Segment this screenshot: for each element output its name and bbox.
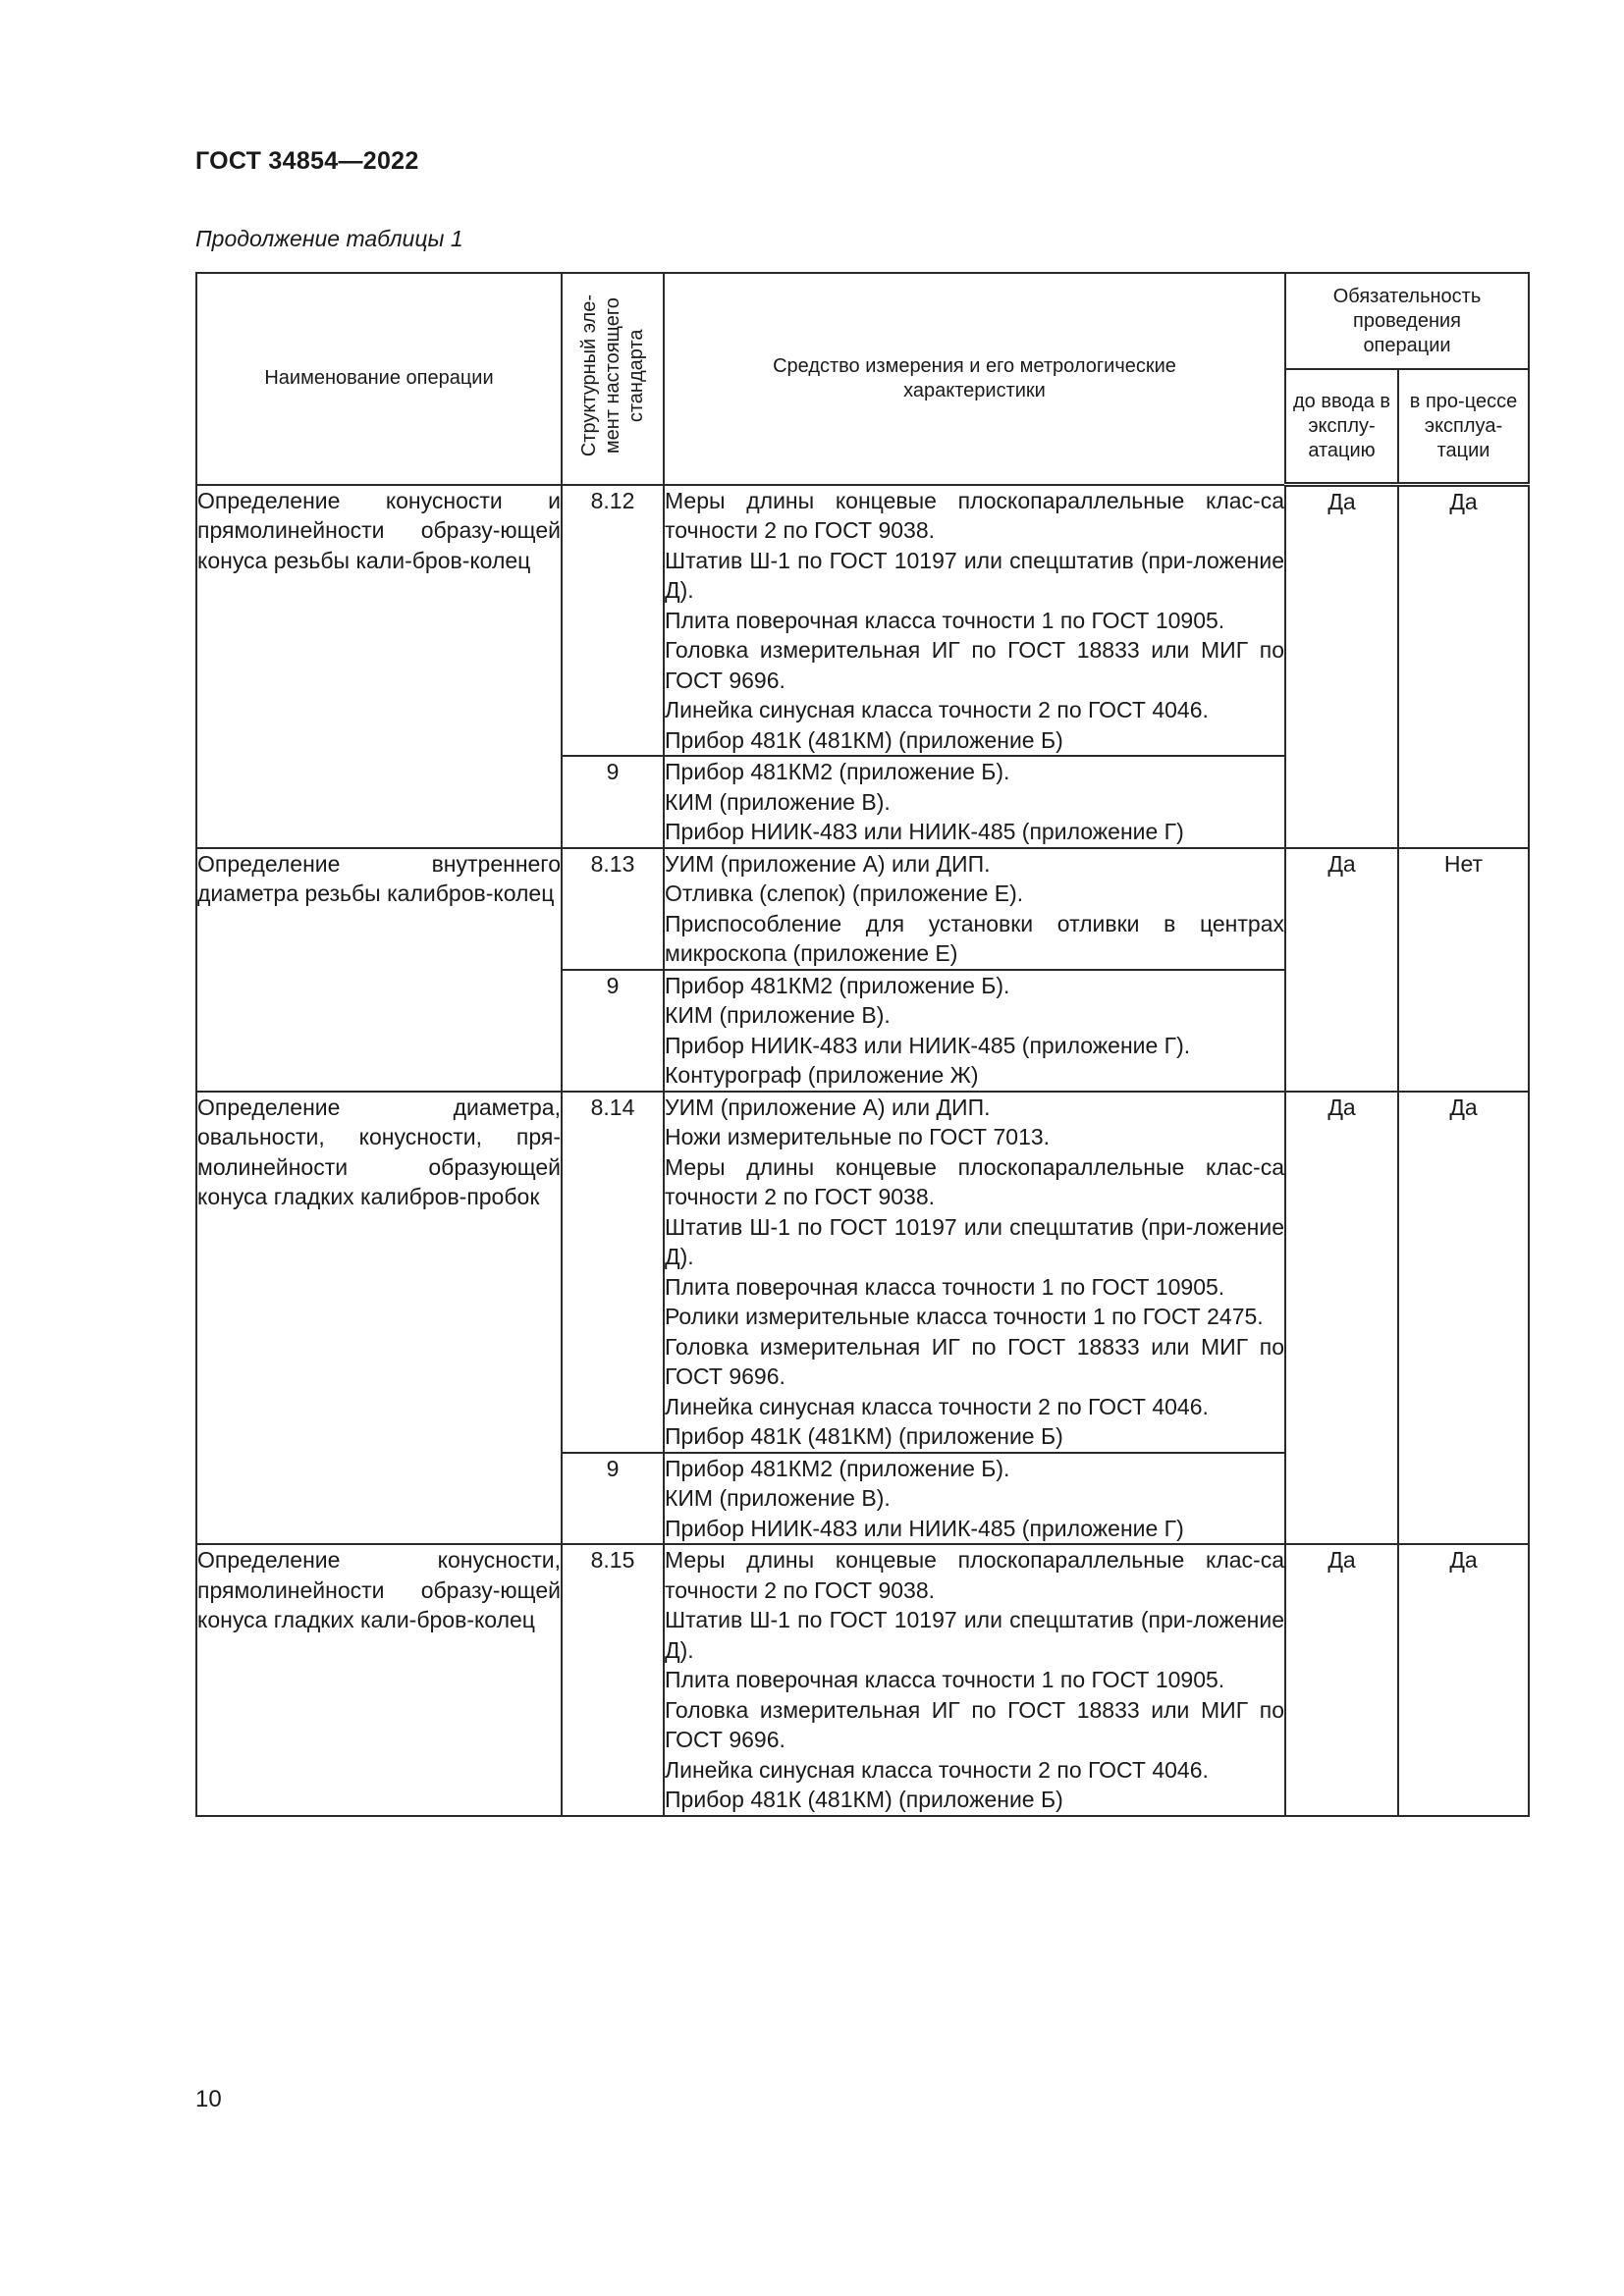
clause-number: 8.14 [562, 1092, 664, 1453]
document-code: ГОСТ 34854—2022 [195, 147, 419, 175]
means-line: Линейка синусная класса точности 2 по ГОСТ 4046. [665, 1393, 1209, 1419]
means-line: Штатив Ш-1 по ГОСТ 10197 или спецштатив (при-ложение Д). [665, 1213, 1284, 1269]
measurement-means [664, 756, 1285, 848]
operations-table [195, 272, 1530, 1817]
header-clause-line2: мент настоящего [602, 296, 623, 454]
header-means: Средство измерения и его метрологические характеристики [664, 273, 1285, 485]
measurement-means [664, 1544, 1285, 1816]
means-line: УИМ (приложение А) или ДИП. [665, 850, 991, 877]
mandatory-before-operation: Да [1285, 1092, 1398, 1545]
header-clause-line3: стандарта [625, 328, 647, 422]
means-line: Прибор 481К (481КМ) (приложение Б) [665, 1423, 1063, 1449]
means-line: Прибор 481КМ2 (приложение Б). [665, 759, 1010, 784]
means-line: Штатив Ш-1 по ГОСТ 10197 или спецштатив (при-ложение Д). [665, 547, 1284, 603]
operation-name: Определение конусности, прямолинейности образу-ющей конуса гладких кали-бров-колец [196, 1544, 562, 1816]
clause-number: 8.15 [562, 1544, 664, 1816]
means-line: Прибор 481К (481КМ) (приложение Б) [665, 726, 1063, 753]
means-line: Прибор НИИК-483 или НИИК-485 (приложение Г) [665, 1515, 1184, 1541]
mandatory-during-operation: Нет [1398, 848, 1529, 1092]
operation-name: Определение конусности и прямолинейности образу-ющей конуса резьбы кали-бров-колец [196, 485, 562, 848]
means-line: Прибор НИИК-483 или НИИК-485 (приложение Г). [665, 1032, 1191, 1058]
means-line: Головка измерительная ИГ по ГОСТ 18833 или МИГ по ГОСТ 9696. [665, 637, 1284, 693]
operation-name: Определение диаметра, овальности, конусности, пря-молинейности образующей конуса гладких калибров-пробок [196, 1092, 562, 1545]
clause-number: 9 [562, 970, 664, 1092]
clause-number: 9 [562, 756, 664, 848]
header-before-operation: до ввода в эксплу-атацию [1285, 369, 1398, 485]
means-line: Головка измерительная ИГ по ГОСТ 18833 или МИГ по ГОСТ 9696. [665, 1333, 1284, 1389]
means-line: Головка измерительная ИГ по ГОСТ 18833 или МИГ по ГОСТ 9696. [665, 1696, 1284, 1752]
measurement-means [664, 1453, 1285, 1545]
mandatory-before-operation: Да [1285, 848, 1398, 1092]
means-line: Плита поверочная класса точности 1 по ГОСТ 10905. [665, 1667, 1225, 1692]
means-line: Штатив Ш-1 по ГОСТ 10197 или спецштатив (при-ложение Д). [665, 1607, 1284, 1663]
means-line: Меры длины концевые плоскопараллельные клас-са точности 2 по ГОСТ 9038. [665, 1547, 1284, 1603]
measurement-means [664, 970, 1285, 1092]
mandatory-before-operation: Да [1285, 485, 1398, 848]
means-line: Меры длины концевые плоскопараллельные клас-са точности 2 по ГОСТ 9038. [665, 487, 1284, 543]
header-clause [562, 273, 664, 485]
header-mandatory: Обязательность проведения операции [1285, 273, 1529, 369]
means-line: Ножи измерительные по ГОСТ 7013. [665, 1124, 1051, 1149]
measurement-means [664, 1092, 1285, 1453]
means-line: Прибор 481КМ2 (приложение Б). [665, 1455, 1010, 1481]
means-line: КИМ (приложение В). [665, 1485, 891, 1511]
means-line: УИМ (приложение А) или ДИП. [665, 1094, 991, 1120]
mandatory-during-operation: Да [1398, 1092, 1529, 1545]
means-line: Линейка синусная класса точности 2 по ГОСТ 4046. [665, 697, 1209, 722]
table-row [196, 485, 1529, 757]
operation-name: Определение внутреннего диаметра резьбы калибров-колец [196, 848, 562, 1092]
table-row [196, 1092, 1529, 1453]
means-line: Плита поверочная класса точности 1 по ГОСТ 10905. [665, 607, 1225, 633]
means-line: Плита поверочная класса точности 1 по ГОСТ 10905. [665, 1273, 1225, 1300]
operations-table-body [196, 485, 1529, 1816]
means-line: Контурограф (приложение Ж) [665, 1062, 979, 1088]
means-line: Меры длины концевые плоскопараллельные клас-са точности 2 по ГОСТ 9038. [665, 1153, 1284, 1209]
means-line: Ролики измерительные класса точности 1 по ГОСТ 2475. [665, 1304, 1264, 1329]
measurement-means [664, 848, 1285, 970]
measurement-means [664, 485, 1285, 757]
page-number: 10 [195, 2086, 222, 2112]
means-line: Линейка синусная класса точности 2 по ГОСТ 4046. [665, 1756, 1209, 1783]
means-line: Прибор 481КМ2 (приложение Б). [665, 972, 1010, 998]
header-clause-line1: Структурный эле- [578, 294, 600, 456]
table-row [196, 848, 1529, 970]
means-line: КИМ (приложение В). [665, 788, 891, 815]
means-line: Прибор 481К (481КМ) (приложение Б) [665, 1787, 1063, 1812]
means-line: Отливка (слепок) (приложение Е). [665, 881, 1024, 906]
header-during-operation: в про-цессе эксплуа-тации [1398, 369, 1529, 485]
means-line: КИМ (приложение В). [665, 1002, 891, 1028]
clause-number: 8.12 [562, 485, 664, 757]
clause-number: 9 [562, 1453, 664, 1545]
means-line: Прибор НИИК-483 или НИИК-485 (приложение Г) [665, 819, 1184, 844]
table-row [196, 1544, 1529, 1816]
means-line: Приспособление для установки отливки в центрах микроскопа (приложение Е) [665, 910, 1284, 966]
table-continuation-caption: Продолжение таблицы 1 [195, 226, 463, 251]
header-operation: Наименование операции [196, 273, 562, 485]
clause-number: 8.13 [562, 848, 664, 970]
mandatory-during-operation: Да [1398, 1544, 1529, 1816]
mandatory-before-operation: Да [1285, 1544, 1398, 1816]
mandatory-during-operation: Да [1398, 485, 1529, 848]
